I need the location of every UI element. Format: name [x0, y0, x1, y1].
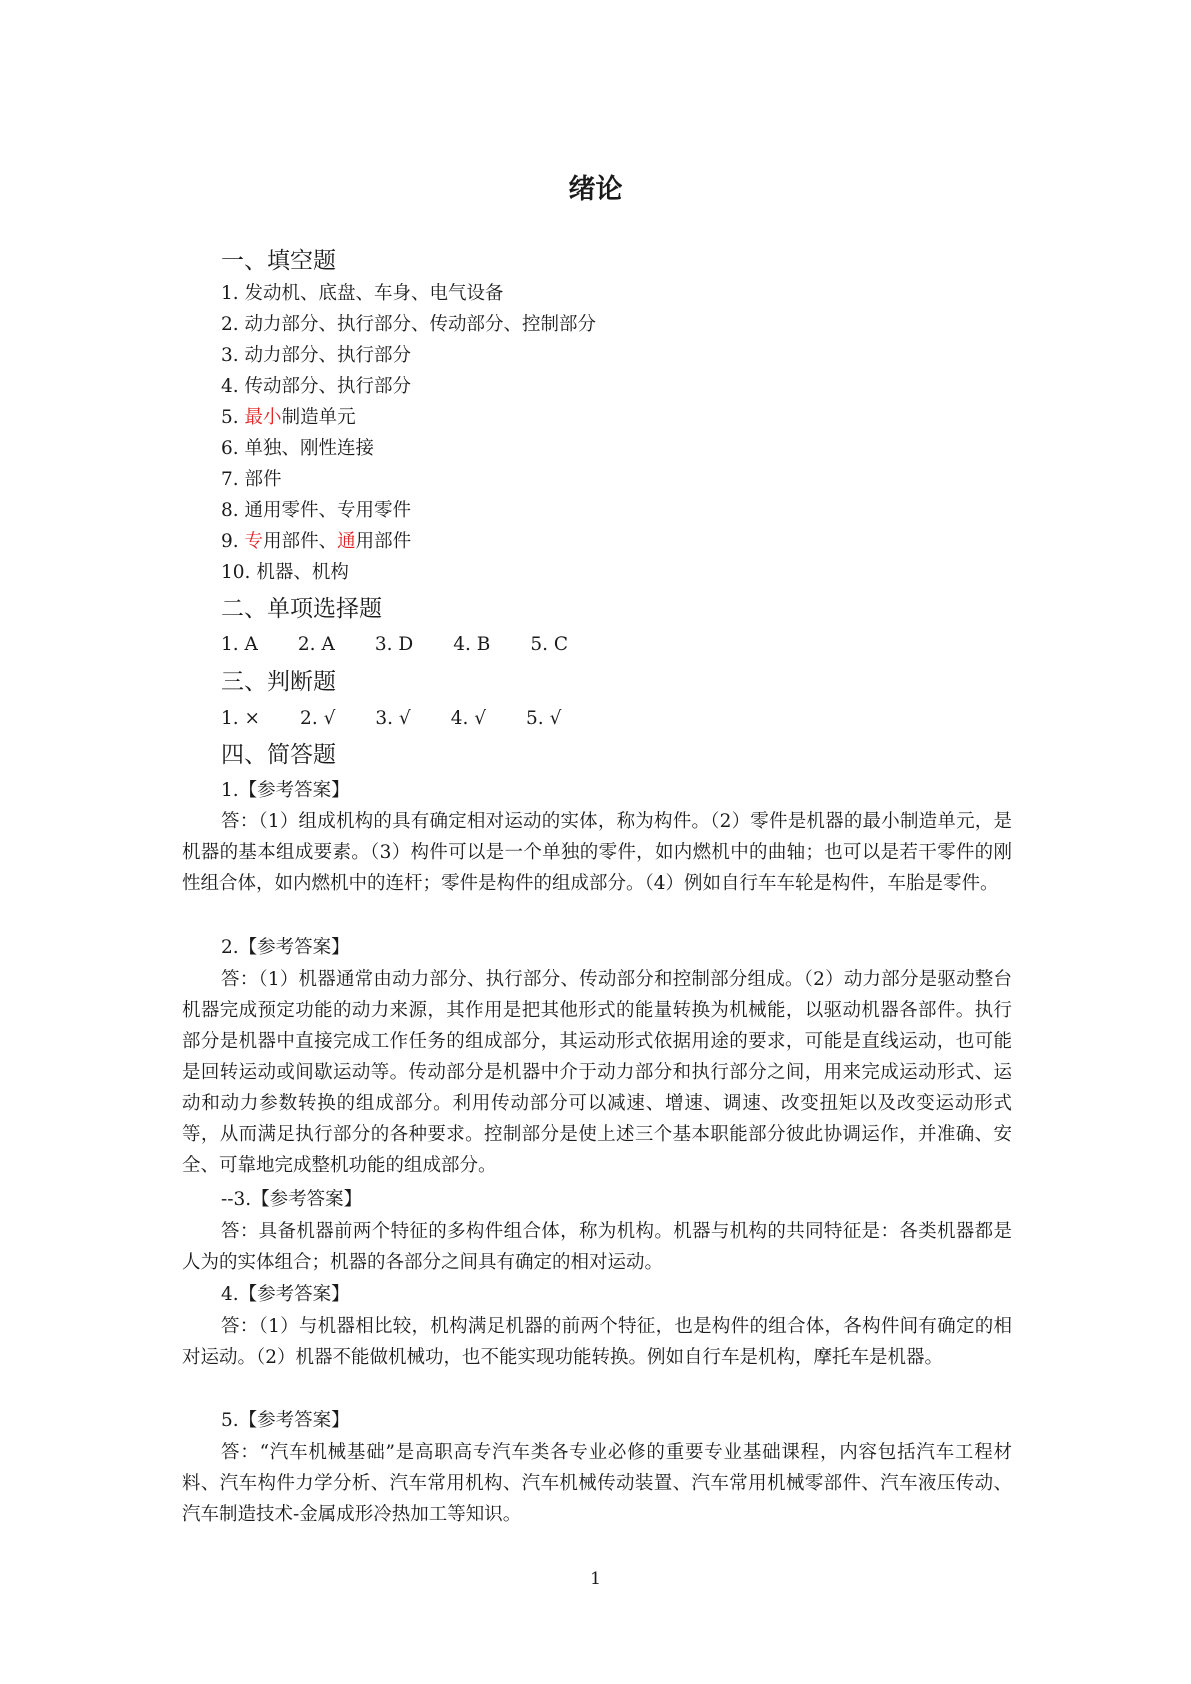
- answer-label: 2.【参考答案】: [221, 937, 350, 958]
- answer-item: 2. A: [297, 634, 335, 655]
- answer-label: 5.【参考答案】: [221, 1410, 350, 1431]
- multiple-choice-answers: [221, 631, 568, 659]
- page-title: 绪论: [568, 174, 623, 205]
- answer-paragraph: 答：（1）机器通常由动力部分、执行部分、传动部分和控制部分组成。（2）动力部分是驱动整台机器完成预定功能的动力来源，其作用是把其他形式的能量转换为机械能，以驱动机器各部件。执行部分是机器中直接完成工作任务的组成部分，其运动形式依据用途的要求，可能是直线运动，也可能是回转运动或间歇运动等。传动部分是机器中介于动力部分和执行部分之间，用来完成运动形式、运动和动力参数转换的组成部分。利用传动部分可以减速、增速、调速、改变扭矩以及改变运动形式等，从而满足执行部分的各种要求。控制部分是使上述三个基本职能部分彼此协调运作，并准确、安全、可靠地完成整机功能的组成部分。: [182, 969, 1012, 1176]
- fill-blank-item: 3. 动力部分、执行部分: [221, 345, 412, 366]
- page-number: 1: [590, 1569, 601, 1589]
- section-heading-short-answer: 四、简答题: [221, 742, 336, 768]
- fill-blank-item: 9. 专用部件、通用部件: [221, 531, 412, 552]
- answer-item: 5. √: [526, 708, 562, 729]
- fill-blank-item: 5. 最小制造单元: [221, 407, 356, 428]
- fill-blank-item: 4. 传动部分、执行部分: [221, 376, 412, 397]
- answer-item: 4. B: [453, 634, 491, 655]
- true-false-answers: [221, 705, 561, 733]
- fill-blank-item: 10. 机器、机构: [221, 562, 349, 583]
- highlighted-text: 通: [337, 531, 356, 552]
- answer-paragraph: 答：（1）与机器相比较，机构满足机器的前两个特征，也是构件的组合体，各构件间有确定的相对运动。（2）机器不能做机械功，也不能实现功能转换。例如自行车是机构，摩托车是机器。: [182, 1316, 1012, 1368]
- fill-blank-item: 6. 单独、刚性连接: [221, 438, 375, 459]
- answer-item: 1. ×: [221, 708, 261, 729]
- answer-item: 2. √: [300, 708, 336, 729]
- answer-paragraph: 答：具备机器前两个特征的多构件组合体，称为机构。机器与机构的共同特征是：各类机器都是人为的实体组合；机器的各部分之间具有确定的相对运动。: [182, 1221, 1012, 1273]
- answer-item: 3. D: [374, 634, 414, 655]
- answer-label: 1.【参考答案】: [221, 780, 350, 801]
- section-heading-true-false: 三、判断题: [221, 669, 336, 695]
- fill-blank-item: 7. 部件: [221, 469, 282, 490]
- fill-blank-item: 1. 发动机、底盘、车身、电气设备: [221, 283, 504, 304]
- section-heading-fill-blank: 一、填空题: [221, 248, 336, 274]
- answer-paragraph: 答：“汽车机械基础”是高职高专汽车类各专业必修的重要专业基础课程，内容包括汽车工程材料、汽车构件力学分析、汽车常用机构、汽车机械传动装置、汽车常用机械零部件、汽车液压传动、汽车制造技术-金属成形冷热加工等知识。: [182, 1442, 1012, 1525]
- highlighted-text: 专: [244, 531, 264, 552]
- answer-paragraph: 答：（1）组成机构的具有确定相对运动的实体，称为构件。（2）零件是机器的最小制造单元，是机器的基本组成要素。（3）构件可以是一个单独的零件，如内燃机中的曲轴；也可以是若干零件的刚性组合体，如内燃机中的连杆；零件是构件的组成部分。（4）例如自行车车轮是构件，车胎是零件。: [182, 811, 1012, 894]
- section-heading-multiple-choice: 二、单项选择题: [221, 596, 382, 622]
- answer-label: 4.【参考答案】: [221, 1284, 350, 1305]
- fill-blank-item: 2. 动力部分、执行部分、传动部分、控制部分: [221, 314, 597, 335]
- highlighted-text: 最小: [244, 407, 282, 428]
- answer-item: 3. √: [375, 708, 411, 729]
- fill-blank-item: 8. 通用零件、专用零件: [221, 500, 412, 521]
- answer-item: 1. A: [221, 634, 258, 655]
- answer-item: 5. C: [530, 634, 569, 655]
- answer-label: --3.【参考答案】: [221, 1189, 363, 1210]
- answer-item: 4. √: [450, 708, 487, 729]
